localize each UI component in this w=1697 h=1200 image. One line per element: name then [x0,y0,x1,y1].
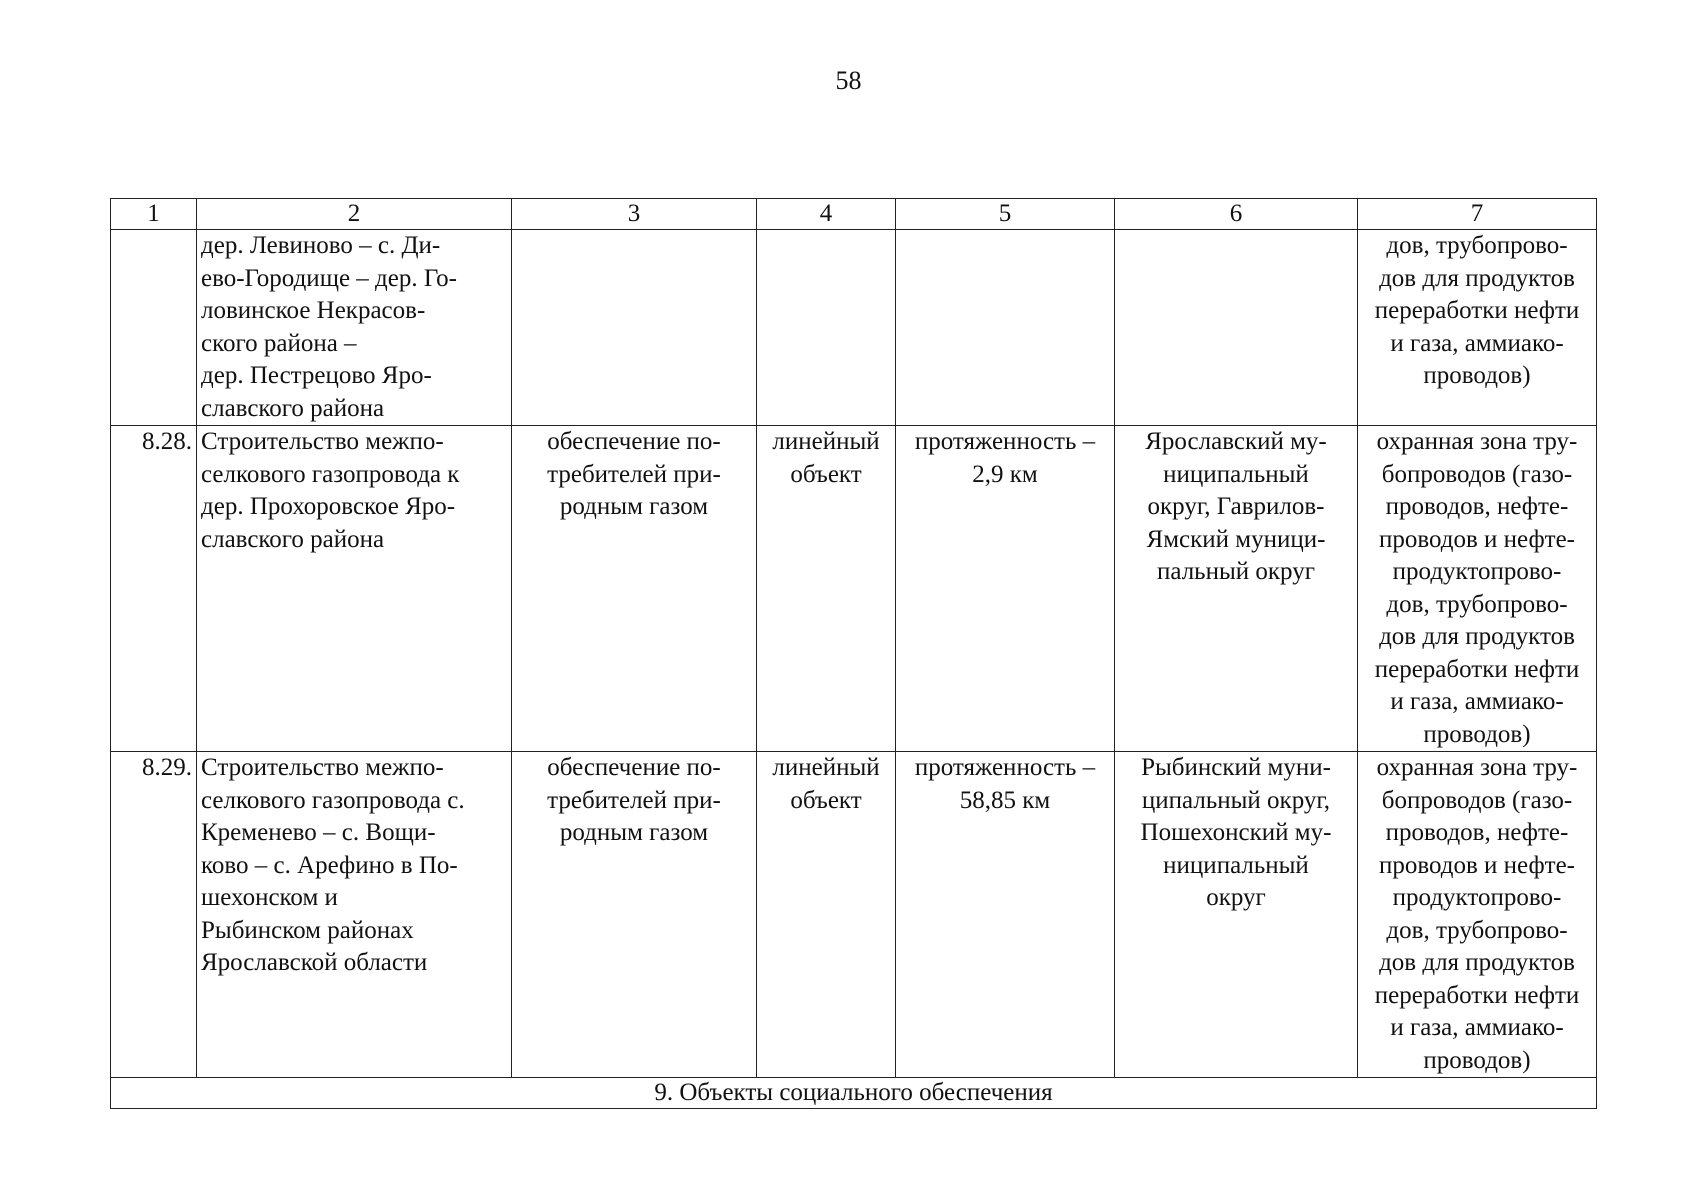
cell-text-line: объект [790,786,862,814]
cell-text-line: ловинское Некрасов- [201,297,426,324]
cell-zone [1358,230,1597,426]
cell-object-name [197,230,512,426]
table-row [111,426,1597,752]
cell-text-line: и газа, аммиако- [1390,688,1564,715]
cell-location [1115,752,1358,1078]
cell-text-line: и газа, аммиако- [1390,329,1564,357]
header-cell: 7 [1358,199,1597,230]
cell-text-line: Рыбинский муни- [1141,754,1331,781]
cell-text-line: охранная зона тру- [1376,754,1578,781]
table-header-row [111,199,1597,230]
cell-text-line: линейный [772,754,880,781]
cell-text-line: дер. Левиново – с. Ди- [201,232,441,259]
cell-text-line: дов, трубопрово- [1386,590,1568,618]
cell-text-line: ково – с. Арефино в По- [201,851,458,879]
cell-text-line: пальный округ [1157,558,1315,585]
cell-text-line: ево-Городище – дер. Го- [201,264,457,292]
cell-purpose [512,426,757,752]
cell-zone [1358,752,1597,1078]
cell-text-line: шехонском и [201,884,338,911]
cell-text-line: 58,85 км [959,786,1051,814]
cell-text-line: 2,9 км [972,460,1038,488]
cell-text-line: дов для продуктов [1379,949,1575,976]
cell-text-line: Ямский муници- [1146,525,1326,553]
cell-object-type [757,752,896,1078]
cell-text-line: ниципальный [1163,460,1309,488]
cell-text-line: дов, трубопрово- [1386,916,1568,944]
cell-text-line: Ярославской области [201,949,428,976]
cell-text-line: проводов) [1423,1046,1531,1074]
cell-text-line: обеспечение по- [547,754,721,781]
cell-text-line: проводов) [1423,362,1531,389]
cell-text-line: охранная зона тру- [1376,428,1578,455]
cell-text-line: требителей при- [547,460,721,488]
cell-text-line: дов для продуктов [1379,264,1575,292]
cell-text-line: округ [1206,884,1266,911]
cell-text-line: Строительство межпо- [201,754,444,781]
cell-text-line: проводов, нефте- [1385,819,1569,846]
cell-object-name [197,752,512,1078]
cell-text-line: переработки нефти [1374,981,1580,1009]
cell-text-line: Кременево – с. Вощи- [201,819,436,846]
cell-location [1115,230,1358,426]
cell-number: 8.28. [111,426,197,752]
page-number: 58 [835,66,862,95]
header-cell: 5 [896,199,1115,230]
cell-location [1115,426,1358,752]
cell-text-line: селкового газопровода с. [201,786,465,814]
cell-text-line: дер. Пестрецово Яро- [201,362,432,389]
cell-text-line: протяженность – [914,428,1096,455]
cell-text-line: переработки нефти [1374,297,1580,324]
cell-purpose [512,230,757,426]
cell-text-line: Ярославский му- [1145,428,1327,455]
cell-text-line: проводов и нефте- [1378,525,1576,553]
cell-text-line: Строительство межпо- [201,428,444,455]
cell-object-name [197,426,512,752]
cell-zone [1358,426,1597,752]
cell-text-line: объект [790,460,862,488]
section-row [111,1078,1597,1109]
cell-text-line: обеспечение по- [547,428,721,455]
header-cell: 4 [757,199,896,230]
cell-text-line: проводов) [1423,720,1531,748]
cell-text-line: селкового газопровода к [201,460,460,488]
cell-characteristics [896,230,1115,426]
table-row [111,752,1597,1078]
cell-number: 8.29. [111,752,197,1078]
cell-text-line: ниципальный [1163,851,1309,879]
header-cell: 1 [111,199,197,230]
cell-text-line: переработки нефти [1374,655,1580,683]
cell-text-line: дов для продуктов [1379,623,1575,650]
cell-text-line: родным газом [559,493,709,520]
cell-object-type [757,230,896,426]
table-row [111,230,1597,426]
cell-text-line: родным газом [559,819,709,846]
section-title: 9. Объекты социального обеспечения [111,1078,1597,1109]
cell-text-line: ципальный округ, [1141,786,1331,814]
cell-characteristics [896,426,1115,752]
cell-text-line: округ, Гаврилов- [1147,493,1325,520]
cell-text-line: линейный [772,428,880,455]
header-cell: 3 [512,199,757,230]
cell-purpose [512,752,757,1078]
cell-text-line: проводов, нефте- [1385,493,1569,520]
cell-text-line: славского района [201,394,385,422]
cell-text-line: бопроводов (газо- [1381,460,1573,488]
objects-table [110,198,1597,1109]
header-cell: 2 [197,199,512,230]
cell-characteristics [896,752,1115,1078]
cell-text-line: Пошехонский му- [1140,819,1332,846]
cell-object-type [757,426,896,752]
cell-text-line: проводов и нефте- [1378,851,1576,879]
header-cell: 6 [1115,199,1358,230]
cell-text-line: дов, трубопрово- [1386,232,1568,259]
cell-text-line: дер. Прохоровское Яро- [201,493,456,520]
cell-number [111,230,197,426]
cell-text-line: продуктопрово- [1392,558,1562,585]
cell-text-line: бопроводов (газо- [1381,786,1573,814]
cell-text-line: Рыбинском районах [201,916,414,944]
cell-text-line: требителей при- [547,786,721,814]
cell-text-line: и газа, аммиако- [1390,1014,1564,1041]
cell-text-line: продуктопрово- [1392,884,1562,911]
cell-text-line: славского района [201,525,385,553]
cell-text-line: протяженность – [914,754,1096,781]
cell-text-line: ского района – [201,329,357,357]
